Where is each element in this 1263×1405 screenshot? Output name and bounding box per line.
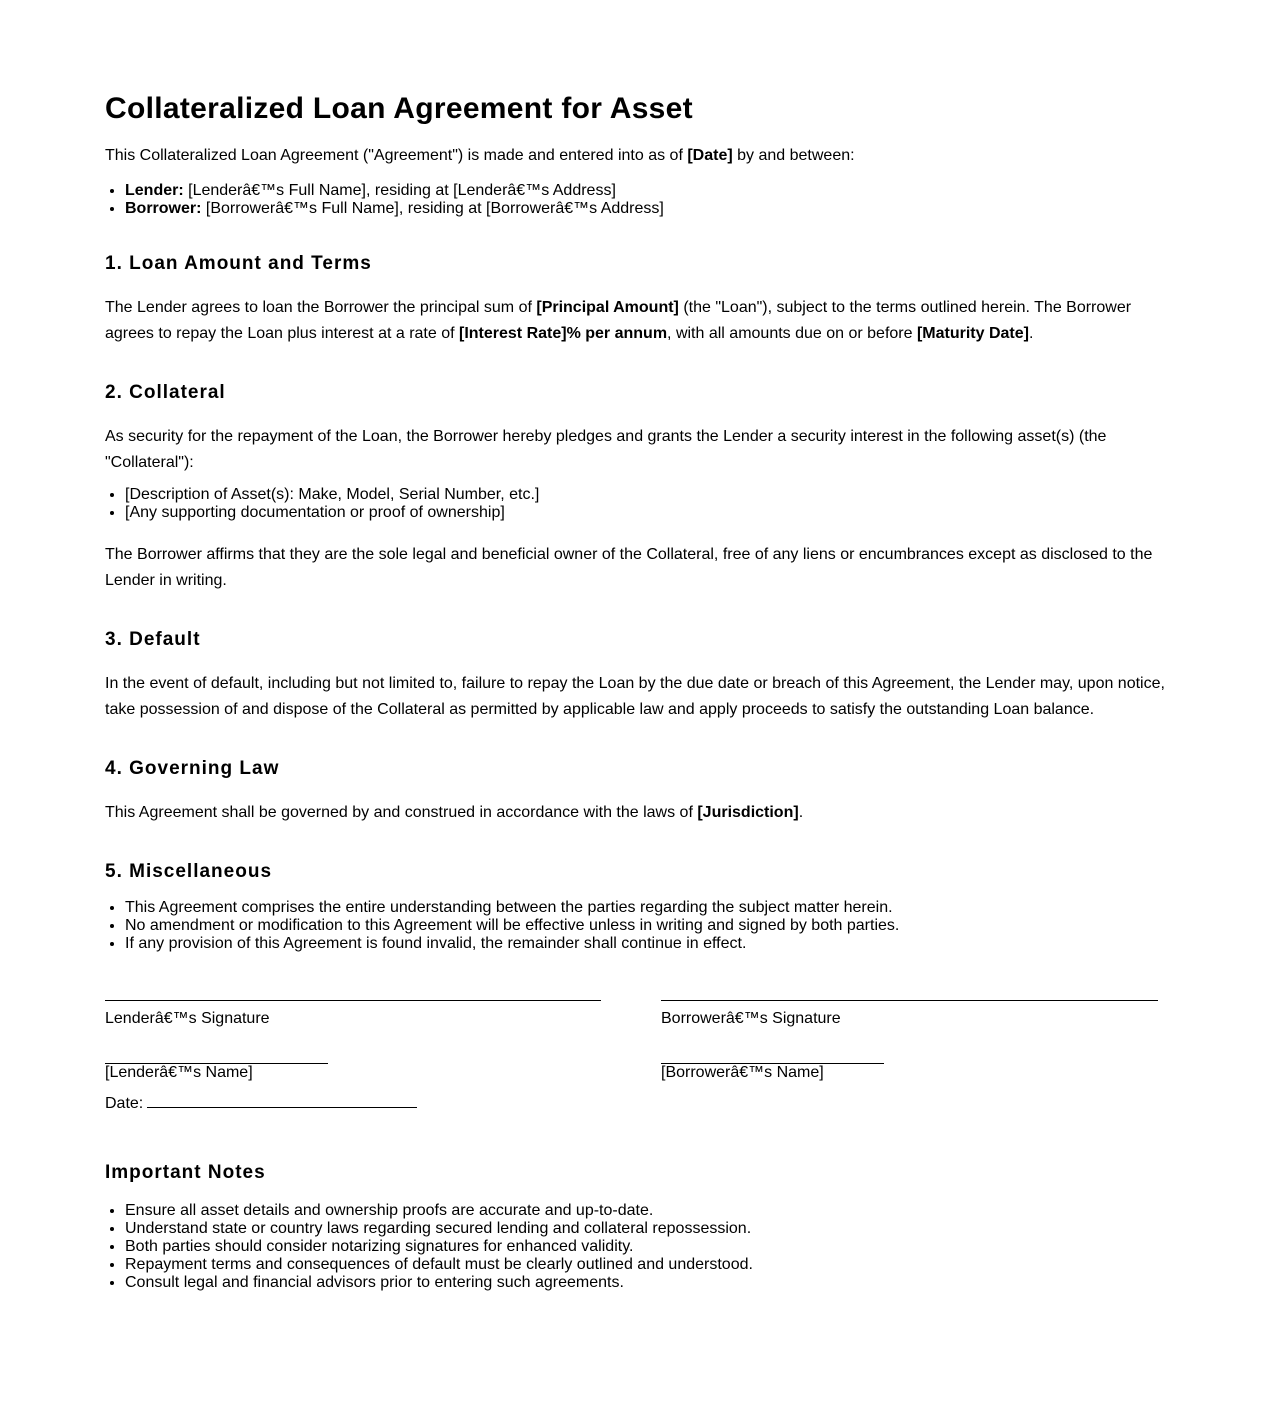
list-item: • Both parties should consider notarizing signatures for enhanced validity. (125, 1238, 1158, 1256)
signature-block (105, 993, 1158, 1123)
list-item: • Ensure all asset details and ownership proofs are accurate and up-to-date. (125, 1202, 1158, 1220)
text-run: (the "Loan"), subject to the terms outlined herein. The Borrower agrees to repay the Loan plus interest at a rate of (105, 299, 1132, 342)
list-item: • Understand state or country laws regarding secured lending and collateral repossession. (125, 1220, 1158, 1238)
intro-text-after: by and between: (732, 147, 855, 164)
section-heading-loan-amount: 1. Loan Amount and Terms (105, 253, 372, 274)
section-heading-collateral: 2. Collateral (105, 382, 226, 403)
default-paragraph: In the event of default, including but not limited to, failure to repay the Loan by the due date or breach of this Agreement, the Lender may, upon notice, take possession of and dispose of the Collateral as permitted by applicable law and apply proceeds to satisfy the outstanding Loan balance. (105, 675, 1165, 718)
text-run: The Lender agrees to loan the Borrower the principal sum of (105, 299, 537, 316)
important-notes-list (105, 1202, 1158, 1292)
borrower-details: [Borrowerâ€™s Full Name], residing at [Borrowerâ€™s Address] (201, 200, 664, 217)
lender-name-placeholder: [Lenderâ€™s Name] (105, 1064, 253, 1081)
date-label: Date: (105, 1095, 144, 1112)
intro-paragraph (105, 146, 1158, 166)
maturity-date-placeholder: [Maturity Date] (916, 325, 1029, 342)
miscellaneous-list (105, 899, 1158, 953)
list-item: • Repayment terms and consequences of default must be clearly outlined and understood. (125, 1256, 1158, 1274)
list-item: • [Any supporting documentation or proof of ownership] (125, 504, 1158, 522)
intro-text-before: This Collateralized Loan Agreement ("Agreement") is made and entered into as of (105, 147, 688, 164)
text-run: . (798, 804, 804, 821)
borrower-signature-line[interactable] (661, 1000, 1158, 1001)
collateral-paragraph: As security for the repayment of the Loan, the Borrower hereby pledges and grants the Lender a security interest in the following asset(s) (the "Collateral"): (105, 428, 1107, 471)
principal-amount-placeholder: [Principal Amount] (536, 299, 679, 316)
lender-label: Lender: (125, 182, 184, 199)
jurisdiction-placeholder: [Jurisdiction] (697, 804, 799, 821)
lender-signature-line[interactable] (105, 1000, 601, 1001)
document-title: Collateralized Loan Agreement for Asset (105, 92, 693, 125)
collateral-list (105, 486, 1158, 522)
lender-details: [Lenderâ€™s Full Name], residing at [Lenderâ€™s Address] (183, 182, 616, 199)
list-item: • Consult legal and financial advisors prior to entering such agreements. (125, 1274, 1158, 1292)
parties-list (105, 182, 1158, 218)
borrower-label: Borrower: (125, 200, 202, 217)
ownership-paragraph: The Borrower affirms that they are the sole legal and beneficial owner of the Collateral, free of any liens or encumbrances except as disclosed to the Lender in writing. (105, 546, 1153, 589)
date-placeholder: [Date] (687, 147, 733, 164)
text-run: . (1028, 325, 1034, 342)
list-item: • No amendment or modification to this Agreement will be effective unless in writing and signed by both parties. (125, 917, 1158, 935)
borrower-signature-label: Borrowerâ€™s Signature (661, 1010, 841, 1027)
lender-signature-label: Lenderâ€™s Signature (105, 1010, 270, 1027)
governing-law-paragraph (105, 800, 1158, 826)
date-blank-line[interactable] (147, 1092, 417, 1108)
important-notes-heading: Important Notes (105, 1162, 266, 1183)
text-run: , with all amounts due on or before (667, 325, 917, 342)
list-item: • If any provision of this Agreement is found invalid, the remainder shall continue in effect. (125, 935, 1158, 953)
date-row (105, 1092, 417, 1114)
list-item: • [Description of Asset(s): Make, Model, Serial Number, etc.] (125, 486, 1158, 504)
list-item (125, 182, 1158, 200)
list-item (125, 200, 1158, 218)
list-item: • This Agreement comprises the entire understanding between the parties regarding the subject matter herein. (125, 899, 1158, 917)
section-heading-governing-law: 4. Governing Law (105, 758, 280, 779)
section-heading-default: 3. Default (105, 629, 201, 650)
section-heading-miscellaneous: 5. Miscellaneous (105, 861, 273, 882)
interest-rate-placeholder: [Interest Rate]% per annum (459, 325, 668, 342)
text-run: This Agreement shall be governed by and construed in accordance with the laws of (105, 804, 698, 821)
loan-terms-paragraph (105, 295, 1155, 347)
borrower-name-placeholder: [Borrowerâ€™s Name] (661, 1064, 824, 1081)
